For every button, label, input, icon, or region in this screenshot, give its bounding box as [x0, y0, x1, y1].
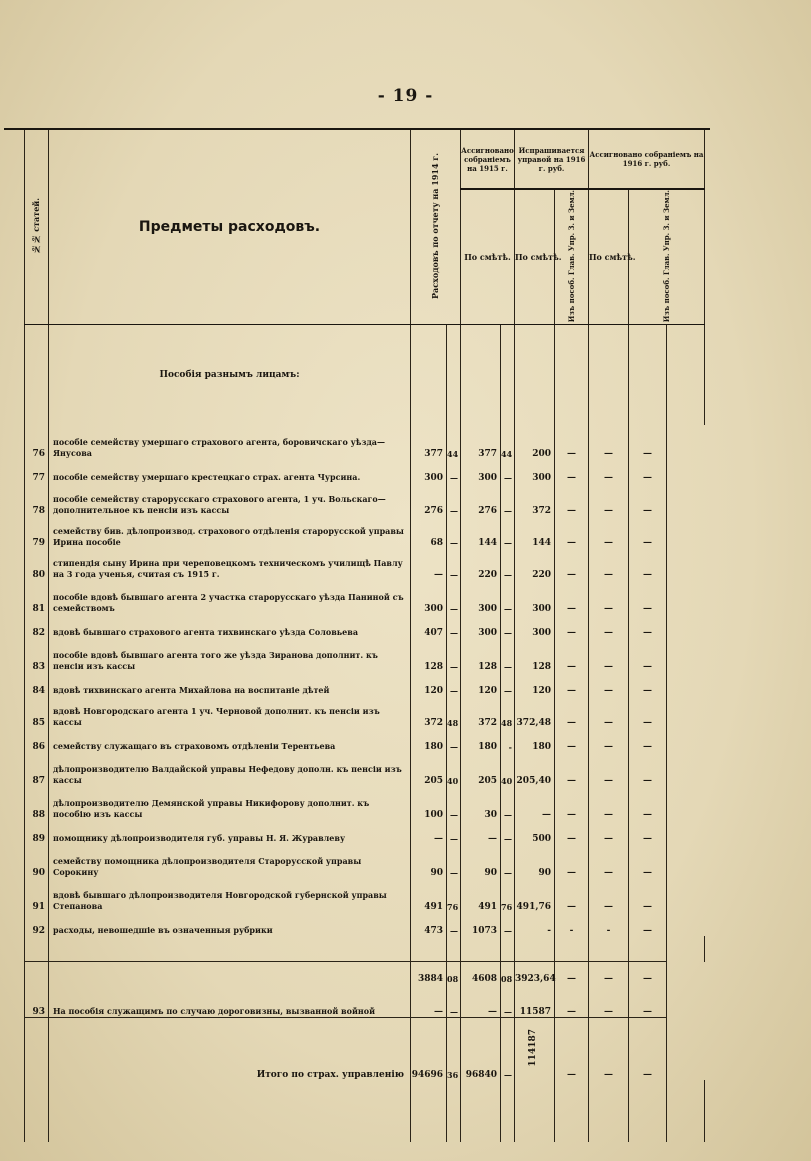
assigned-1915-cell: 180 [461, 728, 501, 752]
requested-1916-subsidy-cell: — [555, 516, 589, 548]
assigned-1915-kop-cell: — [501, 912, 515, 936]
assigned-1916-subsidy-cell: — [629, 728, 667, 752]
expenses-1914-kop-cell: — [447, 548, 461, 580]
requested-1916-cell: 11587 [515, 984, 555, 1018]
assigned-1916-cell: — [589, 516, 629, 548]
assigned-1916-cell: — [589, 638, 629, 672]
requested-1916-cell: 120 [515, 672, 555, 696]
expenses-1914-kop-cell: 40 [447, 752, 461, 786]
table-row [25, 786, 705, 820]
assigned-1916-subsidy-cell: — [629, 672, 667, 696]
col-1916-req-subsidy: Изъ пособ. Глав. Упр. З. и Земл. [555, 189, 589, 325]
col-expenses-1914: Расходовъ по отчету на 1914 г. [411, 129, 461, 325]
assigned-1915-kop-cell: — [501, 580, 515, 614]
expenses-1914-cell: 300 [411, 459, 447, 483]
article-number: 87 [25, 752, 49, 786]
assigned-1916-cell: — [589, 696, 629, 728]
article-number: 83 [25, 638, 49, 672]
item-description: расходы, невошедшіе въ означенныя рубрики [49, 912, 411, 936]
assigned-1916-subsidy-cell: — [629, 984, 667, 1018]
item-description: вдовѣ тихвинскаго агента Михайлова на воспитаніе дѣтей [49, 672, 411, 696]
requested-1916-cell: 128 [515, 638, 555, 672]
assigned-1916-subsidy-cell: — [629, 820, 667, 844]
article-number: 84 [25, 672, 49, 696]
expenses-table [24, 128, 705, 1142]
table-row [25, 820, 705, 844]
requested-1916-cell: 3923,64 [515, 962, 555, 984]
assigned-1916-subsidy-cell: — [629, 425, 667, 459]
assigned-1915-kop-cell: — [501, 786, 515, 820]
assigned-1916-subsidy-cell: — [629, 786, 667, 820]
item-description: вдовѣ бывшаго дѣлопроизводителя Новгородской губернской управы Степанова [49, 878, 411, 912]
requested-1916-cell: 300 [515, 614, 555, 638]
assigned-1916-cell: — [589, 786, 629, 820]
total-requested-1916-value: 114187 [528, 1028, 538, 1067]
article-number: 79 [25, 516, 49, 548]
assigned-1915-cell: — [461, 820, 501, 844]
assigned-1915-kop-cell: 76 [501, 878, 515, 912]
requested-1916-subsidy-cell: — [555, 844, 589, 878]
expenses-1914-cell: 276 [411, 483, 447, 516]
requested-1916-cell: 300 [515, 459, 555, 483]
expenses-1914-cell: 372 [411, 696, 447, 728]
expenses-1914-cell: 205 [411, 752, 447, 786]
expenses-1914-cell: 377 [411, 425, 447, 459]
expenses-1914-kop-cell: — [447, 912, 461, 936]
item-description: помощнику дѣлопроизводителя губ. управы Н. Я. Журавлеву [49, 820, 411, 844]
assigned-1915-kop-cell: - [501, 728, 515, 752]
assigned-1916-subsidy-cell: — [629, 962, 667, 984]
article-number: 86 [25, 728, 49, 752]
expenses-1914-kop-cell: 08 [447, 962, 461, 984]
col-1916-req-by-estimate: По смѣтѣ. [515, 189, 555, 325]
article-number: 76 [25, 425, 49, 459]
article-number: 80 [25, 548, 49, 580]
item-description: пособіе вдовѣ бывшаго агента 2 участка старорусскаго уѣзда Паниной съ семействомъ [49, 580, 411, 614]
assigned-1916-subsidy-cell: — [629, 459, 667, 483]
requested-1916-cell: - [515, 912, 555, 936]
table-row [25, 752, 705, 786]
section-row [25, 325, 705, 425]
table-row [25, 878, 705, 912]
assigned-1915-cell: 276 [461, 483, 501, 516]
assigned-1916-subsidy-cell: — [629, 844, 667, 878]
assigned-1915-cell: 300 [461, 580, 501, 614]
assigned-1915-cell: 205 [461, 752, 501, 786]
assigned-1916-cell: — [589, 580, 629, 614]
assigned-1915-cell: 491 [461, 878, 501, 912]
item-description [49, 962, 411, 984]
requested-1916-subsidy-cell: — [555, 638, 589, 672]
item-description: дѣлопроизводителю Демянской управы Никифорову дополнит. къ пособію изъ кассы [49, 786, 411, 820]
table-row [25, 912, 705, 936]
table-row [25, 580, 705, 614]
item-description: вдовѣ Новгородскаго агента 1 уч. Черновой дополнит. къ пенсіи изъ кассы [49, 696, 411, 728]
requested-1916-subsidy-cell: — [555, 786, 589, 820]
requested-1916-subsidy-cell: — [555, 580, 589, 614]
article-number [25, 962, 49, 984]
requested-1916-cell: 205,40 [515, 752, 555, 786]
item-description: На пособія служащимъ по случаю дороговизны, вызванной войной [49, 984, 411, 1018]
item-description: пособіе семейству старорусскаго страхового агента, 1 уч. Вольскаго—дополнительное къ пенсіи изъ кассы [49, 483, 411, 516]
assigned-1915-cell: 120 [461, 672, 501, 696]
assigned-1915-cell: 144 [461, 516, 501, 548]
table-row [25, 844, 705, 878]
article-number: 77 [25, 459, 49, 483]
article-number: 88 [25, 786, 49, 820]
article-number: 85 [25, 696, 49, 728]
assigned-1916-cell: — [589, 820, 629, 844]
expenses-1914-cell: 100 [411, 786, 447, 820]
assigned-1916-cell: — [589, 425, 629, 459]
item-description: стипендія сыну Ирина при череповецкомъ техническомъ училищѣ Павлу на 3 года ученья, считая съ 1915 г. [49, 548, 411, 580]
requested-1916-subsidy-cell: — [555, 752, 589, 786]
assigned-1915-kop-cell: 48 [501, 696, 515, 728]
assigned-1916-cell: — [589, 672, 629, 696]
expenses-1914-cell: 120 [411, 672, 447, 696]
col-1915-by-estimate: По смѣтѣ. [461, 189, 515, 325]
page-number: - 19 - [377, 86, 434, 106]
assigned-1915-cell: 300 [461, 614, 501, 638]
requested-1916-subsidy-cell: — [555, 548, 589, 580]
assigned-1915-kop-cell: — [501, 516, 515, 548]
assigned-1916-cell: — [589, 483, 629, 516]
expenses-1914-kop-cell: — [447, 614, 461, 638]
assigned-1916-cell: — [589, 752, 629, 786]
requested-1916-cell: 491,76 [515, 878, 555, 912]
col-1916-asg-by-estimate: По смѣтѣ. [589, 189, 629, 325]
assigned-1915-kop-cell: 44 [501, 425, 515, 459]
table-row [25, 696, 705, 728]
item-description: пособіе семейству умершаго крестецкаго страх. агента Чурсина. [49, 459, 411, 483]
requested-1916-cell: 372,48 [515, 696, 555, 728]
expenses-1914-cell: — [411, 820, 447, 844]
assigned-1915-cell: 90 [461, 844, 501, 878]
assigned-1915-kop-cell: — [501, 1018, 515, 1080]
article-number [25, 1018, 49, 1080]
requested-1916-cell [515, 1018, 555, 1080]
expenses-1914-kop-cell: — [447, 516, 461, 548]
assigned-1916-cell: — [589, 878, 629, 912]
assigned-1915-kop-cell: — [501, 614, 515, 638]
requested-1916-subsidy-cell: — [555, 614, 589, 638]
assigned-1915-kop-cell: 40 [501, 752, 515, 786]
requested-1916-cell: 144 [515, 516, 555, 548]
assigned-1915-cell: 128 [461, 638, 501, 672]
item-description: пособіе семейству умершаго страхового агента, боровичскаго уѣзда—Янусова [49, 425, 411, 459]
table-row [25, 425, 705, 459]
requested-1916-cell: 300 [515, 580, 555, 614]
table-row [25, 672, 705, 696]
requested-1916-cell: 90 [515, 844, 555, 878]
assigned-1915-cell: 4608 [461, 962, 501, 984]
assigned-1916-cell: — [589, 548, 629, 580]
expenses-1914-cell: 3884 [411, 962, 447, 984]
spacer-row [25, 936, 705, 962]
assigned-1916-subsidy-cell: — [629, 483, 667, 516]
assigned-1915-kop-cell: — [501, 672, 515, 696]
expenses-1914-kop-cell: — [447, 728, 461, 752]
total-label: Итого по страх. управленію [49, 1018, 411, 1080]
expenses-1914-cell: 180 [411, 728, 447, 752]
total-row [25, 1018, 705, 1080]
table-row [25, 516, 705, 548]
requested-1916-subsidy-cell: — [555, 728, 589, 752]
requested-1916-cell: 180 [515, 728, 555, 752]
assigned-1915-kop-cell: — [501, 548, 515, 580]
assigned-1915-cell: — [461, 984, 501, 1018]
item-description: дѣлопроизводителю Валдайской управы Нефедову дополн. къ пенсіи изъ кассы [49, 752, 411, 786]
expenses-1914-cell: 128 [411, 638, 447, 672]
expenses-1914-kop-cell: 44 [447, 425, 461, 459]
assigned-1915-kop-cell: — [501, 984, 515, 1018]
expenses-1914-kop-cell: 36 [447, 1018, 461, 1080]
expenses-1914-kop-cell: — [447, 844, 461, 878]
assigned-1916-cell: — [589, 844, 629, 878]
item-description: пособіе вдовѣ бывшаго агента того же уѣзда Зиранова дополнит. къ пенсіи изъ кассы [49, 638, 411, 672]
expenses-1914-kop-cell: — [447, 638, 461, 672]
assigned-1916-cell: - [589, 912, 629, 936]
requested-1916-subsidy-cell: — [555, 425, 589, 459]
requested-1916-subsidy-cell: — [555, 962, 589, 984]
expenses-1914-kop-cell: 48 [447, 696, 461, 728]
expenses-1914-cell: 300 [411, 580, 447, 614]
table-row [25, 728, 705, 752]
col-assigned-1916: Ассигновано собраніемъ на 1916 г. руб. [589, 129, 705, 189]
table-row [25, 638, 705, 672]
assigned-1916-subsidy-cell: — [629, 516, 667, 548]
table-row [25, 614, 705, 638]
expenses-1914-kop-cell: — [447, 820, 461, 844]
assigned-1916-subsidy-cell: — [629, 580, 667, 614]
requested-1916-cell: 200 [515, 425, 555, 459]
col-1916-asg-subsidy: Изъ пособ. Глав. Упр. З. и Земл. [629, 189, 705, 325]
assigned-1915-cell: 300 [461, 459, 501, 483]
expenses-1914-cell: 407 [411, 614, 447, 638]
expenses-1914-cell: 473 [411, 912, 447, 936]
requested-1916-subsidy-cell: — [555, 1018, 589, 1080]
col-requested-1916: Испрашивается управой на 1916 г. руб. [515, 129, 589, 189]
assigned-1916-subsidy-cell: — [629, 548, 667, 580]
expenses-1914-kop-cell: — [447, 580, 461, 614]
requested-1916-subsidy-cell: — [555, 984, 589, 1018]
blank-tail-row [25, 1080, 705, 1142]
expenses-1914-kop-cell: — [447, 984, 461, 1018]
expenses-1914-kop-cell: 76 [447, 878, 461, 912]
expenses-1914-kop-cell: — [447, 459, 461, 483]
requested-1916-subsidy-cell: — [555, 459, 589, 483]
assigned-1915-kop-cell: — [501, 459, 515, 483]
assigned-1916-subsidy-cell: — [629, 614, 667, 638]
requested-1916-subsidy-cell: — [555, 878, 589, 912]
assigned-1916-subsidy-cell: — [629, 1018, 667, 1080]
article-number: 89 [25, 820, 49, 844]
assigned-1915-cell: 372 [461, 696, 501, 728]
col-assigned-1915: Ассигновано собраніемъ на 1915 г. [461, 129, 515, 189]
requested-1916-subsidy-cell: — [555, 672, 589, 696]
assigned-1916-cell: — [589, 614, 629, 638]
assigned-1916-cell: — [589, 728, 629, 752]
requested-1916-cell: 372 [515, 483, 555, 516]
assigned-1915-cell: 1073 [461, 912, 501, 936]
assigned-1916-cell: — [589, 1018, 629, 1080]
article-number: 90 [25, 844, 49, 878]
expenses-1914-kop-cell: — [447, 786, 461, 820]
table-row [25, 459, 705, 483]
table-row [25, 548, 705, 580]
article-number: 93 [25, 984, 49, 1018]
requested-1916-subsidy-cell: — [555, 483, 589, 516]
assigned-1915-cell: 220 [461, 548, 501, 580]
assigned-1915-kop-cell: — [501, 638, 515, 672]
table-row [25, 483, 705, 516]
item-description: семейству помощника дѣлопроизводителя Старорусской управы Сорокину [49, 844, 411, 878]
assigned-1916-subsidy-cell: — [629, 878, 667, 912]
assigned-1915-kop-cell: — [501, 820, 515, 844]
article-number: 82 [25, 614, 49, 638]
expenses-1914-kop-cell: — [447, 483, 461, 516]
assigned-1915-cell: 30 [461, 786, 501, 820]
table-row [25, 984, 705, 1018]
assigned-1915-kop-cell: 08 [501, 962, 515, 984]
item-description: семейству бив. дѣлопроизвод. страхового отдѣленія старорусской управы Ирина пособіе [49, 516, 411, 548]
article-number: 92 [25, 912, 49, 936]
requested-1916-subsidy-cell: — [555, 820, 589, 844]
expenses-1914-kop-cell: — [447, 672, 461, 696]
requested-1916-subsidy-cell: - [555, 912, 589, 936]
article-number: 81 [25, 580, 49, 614]
assigned-1915-cell: 377 [461, 425, 501, 459]
assigned-1915-cell: 96840 [461, 1018, 501, 1080]
requested-1916-cell: 220 [515, 548, 555, 580]
col-article-no: №№ статей. [25, 129, 49, 325]
assigned-1916-subsidy-cell: — [629, 912, 667, 936]
subtotal-row [25, 962, 705, 984]
article-number: 78 [25, 483, 49, 516]
section-title: Пособія разнымъ лицамъ: [49, 325, 411, 425]
assigned-1916-subsidy-cell: — [629, 696, 667, 728]
article-number: 91 [25, 878, 49, 912]
expenses-1914-cell: — [411, 984, 447, 1018]
assigned-1916-subsidy-cell: — [629, 638, 667, 672]
expenses-1914-cell: 491 [411, 878, 447, 912]
col-title: Предметы расходовъ. [49, 129, 411, 325]
item-description: вдовѣ бывшаго страхового агента тихвинскаго уѣзда Соловьева [49, 614, 411, 638]
expenses-1914-cell: 94696 [411, 1018, 447, 1080]
assigned-1916-cell: — [589, 459, 629, 483]
requested-1916-cell: — [515, 786, 555, 820]
assigned-1916-cell: — [589, 962, 629, 984]
expenses-1914-cell: 90 [411, 844, 447, 878]
requested-1916-cell: 500 [515, 820, 555, 844]
expenses-1914-cell: — [411, 548, 447, 580]
assigned-1916-subsidy-cell: — [629, 752, 667, 786]
expenses-1914-cell: 68 [411, 516, 447, 548]
item-description: семейству служащаго въ страховомъ отдѣленіи Терентьева [49, 728, 411, 752]
assigned-1916-cell: — [589, 984, 629, 1018]
assigned-1915-kop-cell: — [501, 844, 515, 878]
assigned-1915-kop-cell: — [501, 483, 515, 516]
requested-1916-subsidy-cell: — [555, 696, 589, 728]
